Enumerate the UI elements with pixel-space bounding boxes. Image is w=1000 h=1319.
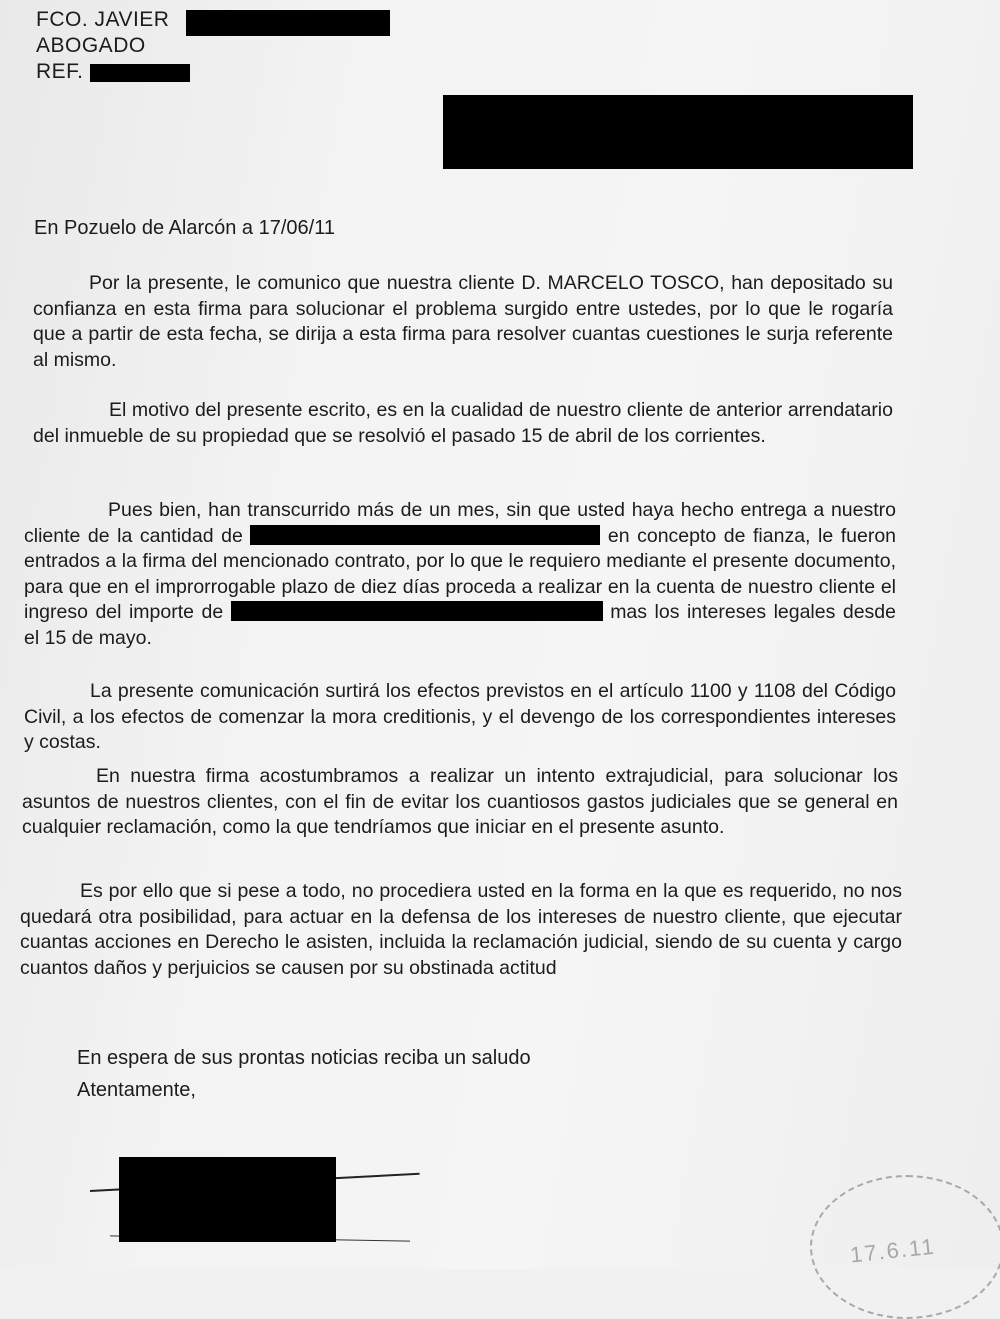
redacted-amount-1 [250, 525, 600, 545]
redacted-amount-2 [231, 601, 603, 621]
paragraph-6: Es por ello que si pese a todo, no procediera usted en la forma en la que es requerido, no nos quedará otra posibilidad, para actuar en la defensa de los intereses de nuestro cliente, que ejecutar cuantas acciones en Derecho le asisten, incluida la reclamación judicial, siendo de su cuenta y cargo cuantos daños y perjuicios se causen por su obstinada actitud [20, 880, 902, 979]
closing-greeting: En espera de sus prontas noticias reciba un saludo [77, 1047, 531, 1069]
paragraph-2: El motivo del presente escrito, es en la cualidad de nuestro cliente de anterior arrendatario del inmueble de su propiedad que se resolvió el pasado 15 de abril de los corrientes. [33, 399, 893, 447]
lawyer-name [36, 8, 169, 32]
closing-signoff: Atentamente, [77, 1079, 196, 1101]
lawyer-title: ABOGADO [36, 34, 146, 57]
paragraph-3 [24, 498, 896, 651]
paragraph-3-part-c: mas los intereses legales desde el 15 de mayo. [24, 601, 896, 649]
paragraph-3-part-b: en concepto de fianza, le fueron entrados a la firma del mencionado contrato, por lo que le requiero mediante el presente documento, para que en el improrrogable plazo de diez días proceda a realizar en la cuenta de nuestro cliente el ingreso del importe de [24, 524, 897, 623]
redacted-signature [119, 1157, 336, 1242]
paragraph-1: Por la presente, le comunico que nuestra cliente D. MARCELO TOSCO, han depositado su confianza en esta firma para solucionar el problema surgido entre ustedes, por lo que le rogaría que a partir de esta fecha, se dirija a esta firma para resolver cuantas cuestiones le surja referente al mismo. [33, 272, 893, 371]
paragraph-3-part-a: Pues bien, han transcurrido más de un mes, sin que usted haya hecho entrega a nuestro cliente de la cantidad de [24, 499, 896, 547]
stamp-date: 17.6.11 [848, 1233, 937, 1268]
redacted-reference [90, 64, 190, 82]
paragraph-5: En nuestra firma acostumbramos a realizar un intento extrajudicial, para solucionar los asuntos de nuestros clientes, con el fin de evitar los cuantiosos gastos judiciales que se general en cualquier reclamación, como la que tendríamos que iniciar en el presente asunto. [22, 765, 898, 838]
redacted-surname [186, 10, 390, 36]
reference-label: REF. [36, 60, 84, 83]
lawyer-name-text: FCO. JAVIER [36, 8, 170, 31]
redacted-recipient-address [443, 95, 913, 169]
paragraph-4: La presente comunicación surtirá los efectos previstos en el artículo 1100 y 1108 del Código Civil, a los efectos de comenzar la mora creditionis, y el devengo de los correspondientes intereses y costas. [24, 680, 896, 753]
date-line: En Pozuelo de Alarcón a 17/06/11 [34, 217, 335, 239]
